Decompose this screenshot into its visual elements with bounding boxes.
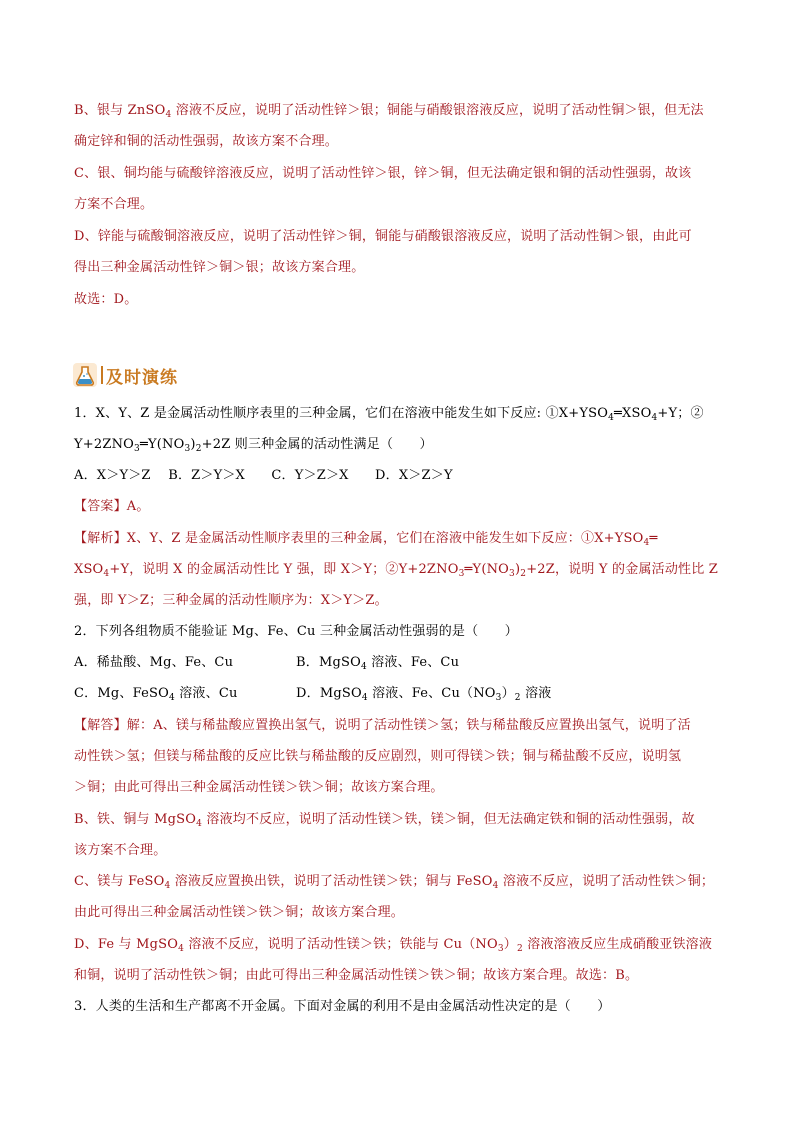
q2-solution-b-line-2: 该方案不合理。: [74, 843, 167, 858]
q1-stem-line-1: 1．X、Y、Z 是金属活动性顺序表里的三种金属，它们在溶液中能发生如下反应: $①X+YSO_4═XSO_4+Y$；②: [74, 406, 704, 423]
q2-solution-line-1: 【解答】解：A、镁与稀盐酸应置换出氢气，说明了活动性镁＞氢；铁与稀盐酸反应置换出氢气，说明了活: [74, 718, 691, 733]
q2-solution-d-line-1: D、Fe 与 MgSO$_4$ 溶液不反应，说明了活动性镁＞铁；铁能与 $Cu(NO_3)_2$ 溶液溶液反应生成硝酸亚铁溶液: [74, 937, 713, 954]
section-heading: [72, 362, 178, 388]
flask-icon: [72, 362, 98, 388]
explanation-b-line-2: 确定锌和铜的活动性强弱，故该方案不合理。: [74, 134, 339, 149]
q1-options: A．X＞Y＞Z B．Z＞Y＞X C．Y＞Z＞X D．X＞Z＞Y: [74, 468, 453, 483]
explanation-d-line-1: D、锌能与硫酸铜溶液反应，说明了活动性锌＞铜，铜能与硝酸银溶液反应，说明了活动性铜＞银，由此可: [74, 229, 692, 244]
q2-solution-line-3: ＞铜；由此可得出三种金属活动性镁＞铁＞铜；故该方案合理。: [74, 780, 444, 795]
q2-option-d: D．MgSO$_4$ 溶液、Fe、$Cu(NO_3)_2$ 溶液: [296, 686, 552, 703]
section-title: 及时演练: [106, 367, 178, 388]
q3-stem: 3．人类的生活和生产都离不开金属。下面对金属的利用不是由金属活动性决定的是（ ）: [74, 999, 611, 1014]
explanation-c-line-2: 方案不合理。: [74, 197, 154, 212]
explanation-b-line-1: B、银与 ZnSO$_4$ 溶液不反应，说明了活动性锌＞银；铜能与硝酸银溶液反应，说明了活动性铜＞银，但无法: [74, 103, 704, 120]
q2-solution-line-2: 动性铁＞氢；但镁与稀盐酸的反应比铁与稀盐酸的反应剧烈，则可得镁＞铁；铜与稀盐酸不反应，说明氢: [74, 749, 682, 764]
q2-solution-c-line-1: C、镁与 FeSO$_4$ 溶液反应置换出铁，说明了活动性镁＞铁；铜与 FeSO$_4$ 溶液不反应，说明了活动性铁＞铜；: [74, 874, 715, 891]
explanation-answer: 故选：D。: [74, 292, 138, 307]
explanation-d-line-2: 得出三种金属活动性锌＞铜＞银；故该方案合理。: [74, 260, 365, 275]
q2-stem: 2．下列各组物质不能验证 Mg、Fe、Cu 三种金属活动性强弱的是（ ）: [74, 624, 518, 639]
q2-solution-b-line-1: B、铁、铜与 MgSO$_4$ 溶液均不反应，说明了活动性镁＞铁，镁＞铜，但无法确定铁和铜的活动性强弱，故: [74, 812, 695, 829]
explanation-c-line-1: C、银、铜均能与硫酸锌溶液反应，说明了活动性锌＞银，锌＞铜，但无法确定银和铜的活动性强弱，故该: [74, 166, 692, 181]
q1-explanation-line-2: $XSO_4+Y$，说明 X 的金属活动性比 Y 强，即 X＞Y；$②Y+2ZNO_3═Y(NO_3)_2+2Z$，说明 Y 的金属活动性比 Z: [74, 562, 719, 579]
q1-explanation-line-3: 强，即 Y＞Z；三种金属的活动性顺序为：X＞Y＞Z。: [74, 593, 388, 608]
heading-divider: [101, 366, 103, 384]
q1-explanation-line-1: 【解析】X、Y、Z 是金属活动性顺序表里的三种金属，它们在溶液中能发生如下反应：$①X+YSO_4═$: [74, 531, 658, 548]
q2-solution-d-line-2: 和铜，说明了活动性铁＞铜；由此可得出三种金属活动性镁＞铁＞铜；故该方案合理。故选：B。: [74, 968, 639, 983]
q2-option-b: B．MgSO$_4$ 溶液、Fe、Cu: [296, 655, 460, 672]
q1-stem-line-2: $Y+2ZNO_3═Y(NO_3)_2+2Z$ 则三种金属的活动性满足（ ）: [74, 437, 433, 454]
q2-solution-c-line-2: 由此可得出三种金属活动性镁＞铁＞铜；故该方案合理。: [74, 905, 405, 920]
q2-option-a: A．稀盐酸、Mg、Fe、Cu: [74, 655, 234, 670]
q2-option-c: C．Mg、FeSO$_4$ 溶液、Cu: [74, 686, 238, 703]
q1-answer: 【答案】A。: [74, 499, 150, 514]
